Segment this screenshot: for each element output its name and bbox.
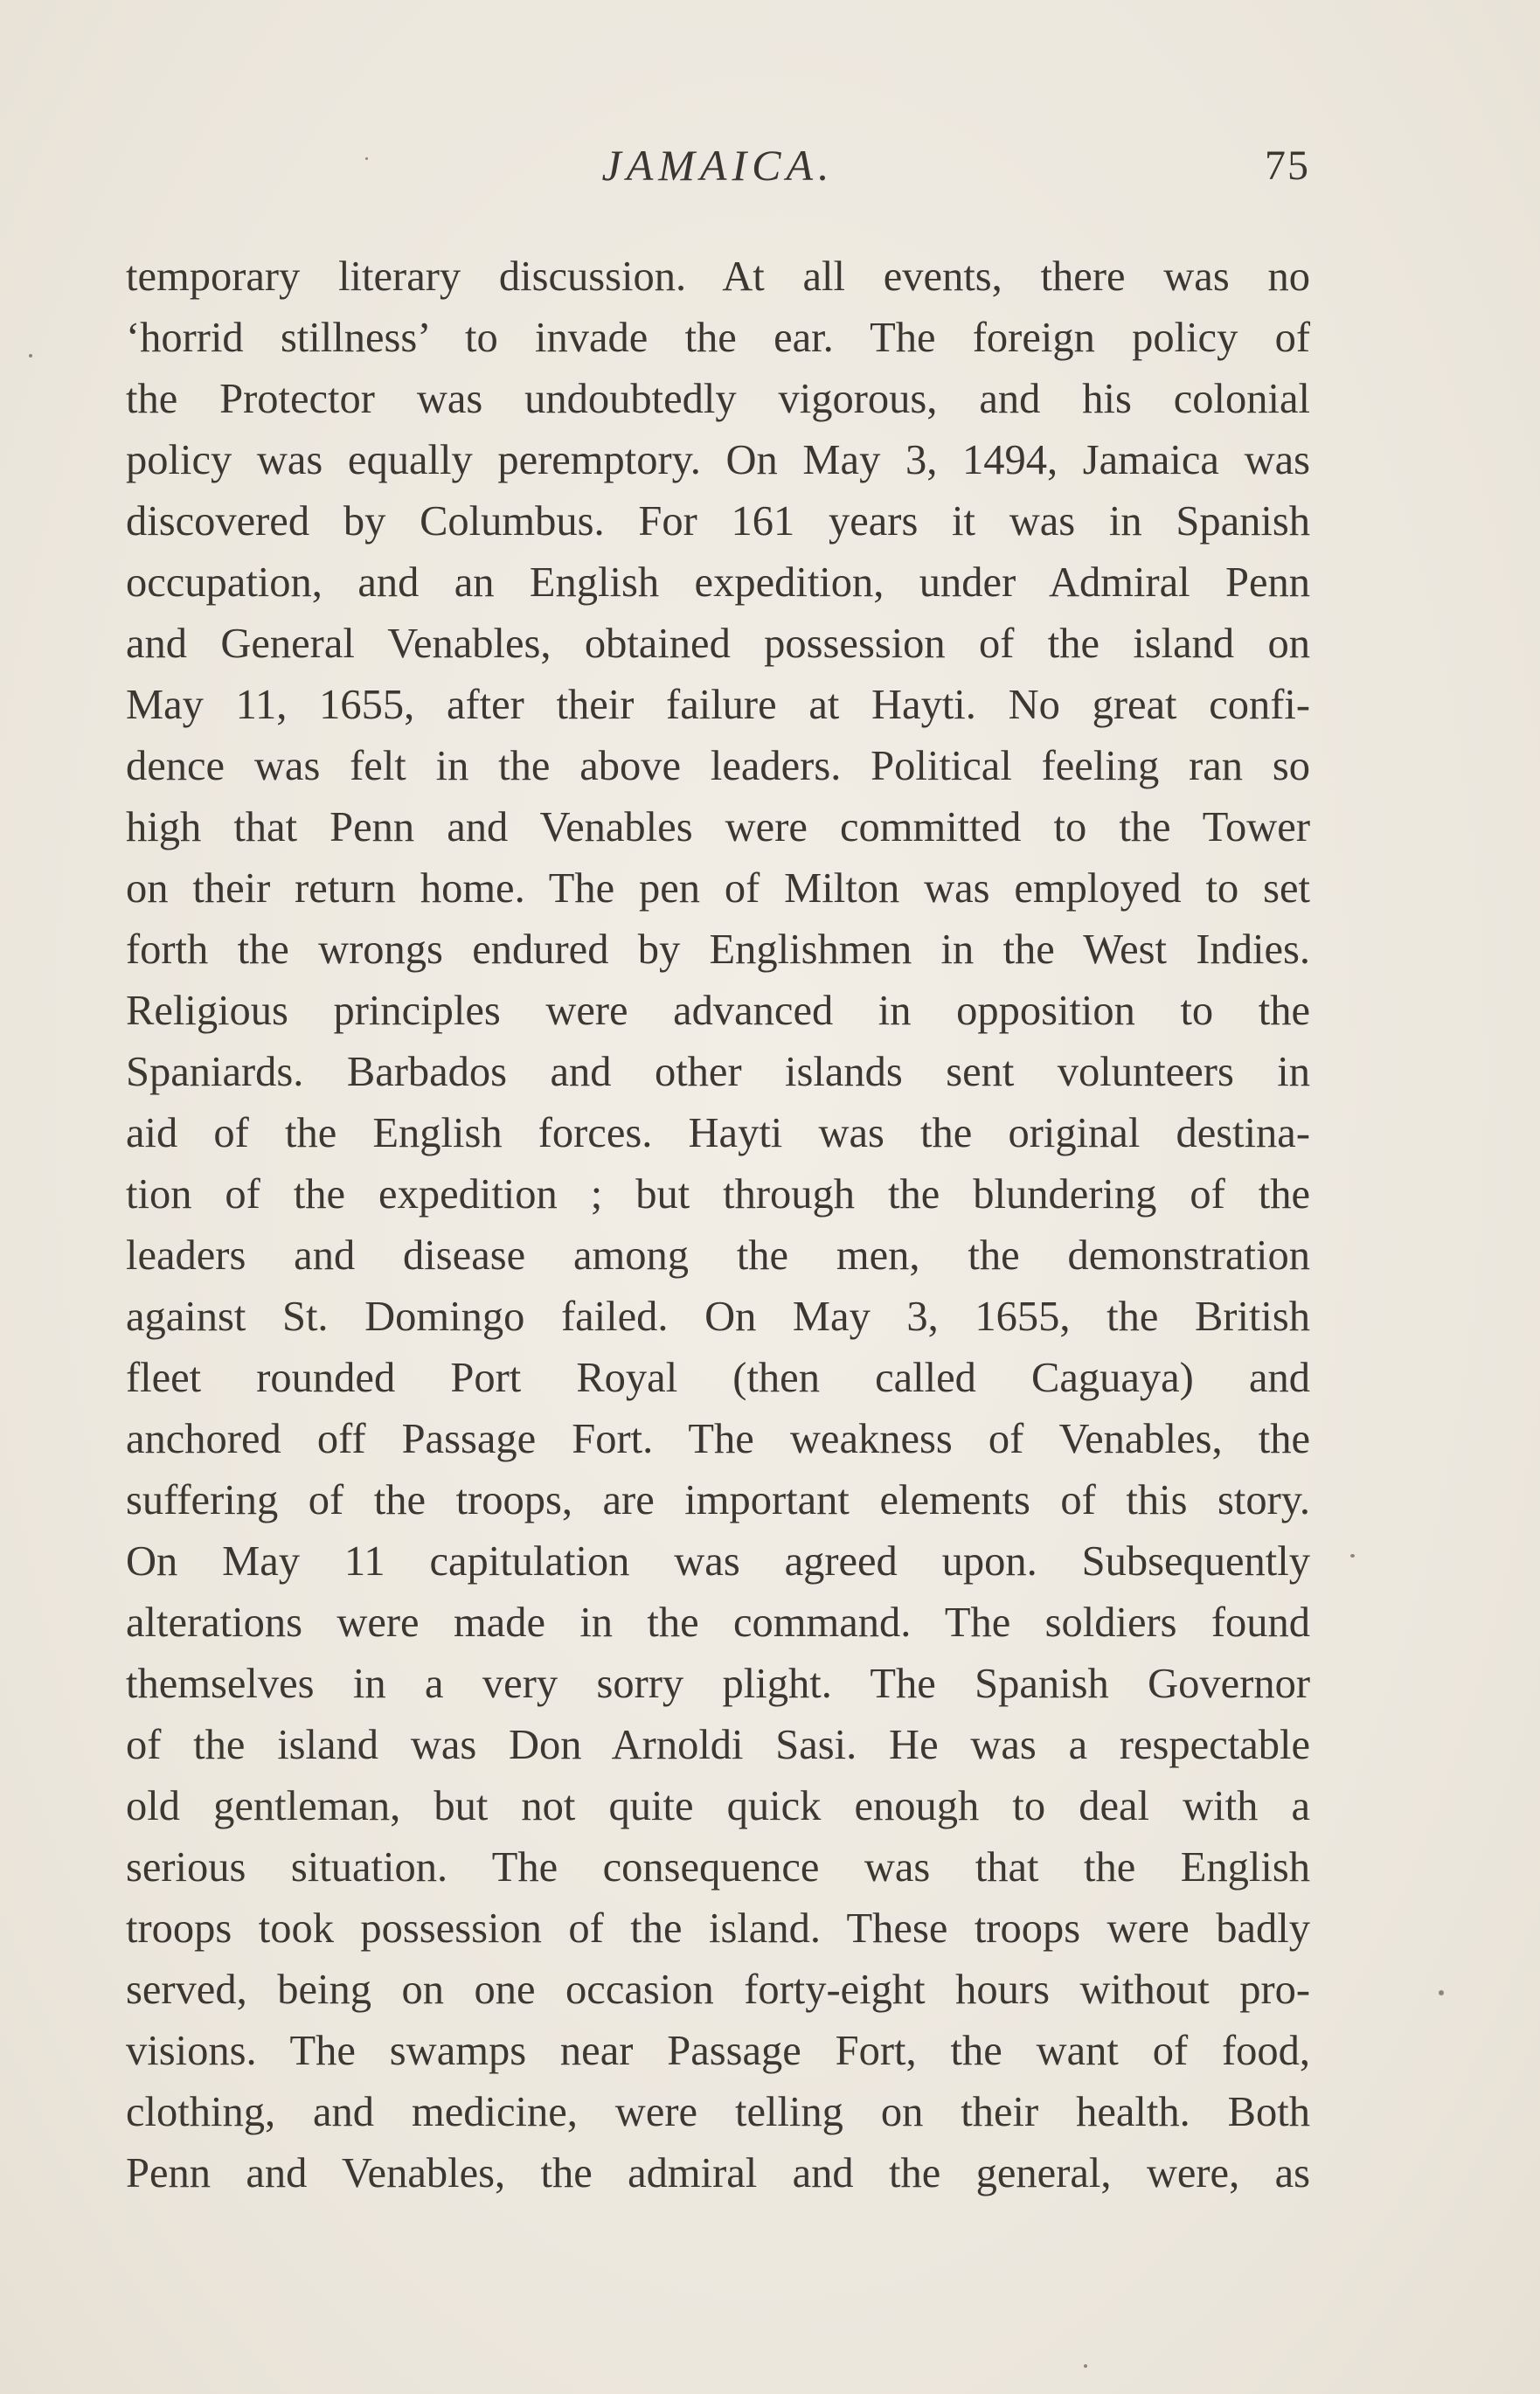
text-line: Penn and Venables, the admiral and the general, were, as [126, 2150, 1310, 2196]
text-line: May 11, 1655, after their failure at Hayti. No great confi- [126, 682, 1310, 728]
running-head [126, 140, 1310, 201]
text-line: On May 11 capitulation was agreed upon. Subsequently [126, 1538, 1310, 1585]
text-line: against St. Domingo failed. On May 3, 1655, the British [126, 1294, 1310, 1340]
text-line: dence was felt in the above leaders. Political feeling ran so [126, 743, 1310, 789]
text-line: temporary literary discussion. At all events, there was no [126, 253, 1310, 300]
text-line: aid of the English forces. Hayti was the original destina- [126, 1110, 1310, 1156]
paper-speck [365, 157, 368, 160]
text-line: served, being on one occasion forty-eight hours without pro- [126, 1967, 1310, 2013]
text-line: tion of the expedition ; but through the blundering of the [126, 1171, 1310, 1218]
text-line: on their return home. The pen of Milton was employed to set [126, 865, 1310, 912]
paper-speck [1350, 1554, 1355, 1558]
text-line: alterations were made in the command. The soldiers found [126, 1599, 1310, 1646]
text-line: forth the wrongs endured by Englishmen in the West Indies. [126, 926, 1310, 973]
text-line: troops took possession of the island. These troops were badly [126, 1905, 1310, 1952]
text-line: the Protector was undoubtedly vigorous, and his colonial [126, 376, 1310, 422]
paper-speck [1439, 1990, 1444, 1995]
text-line: Spaniards. Barbados and other islands sent volunteers in [126, 1049, 1310, 1095]
text-line: themselves in a very sorry plight. The Spanish Governor [126, 1661, 1310, 1707]
running-title: JAMAICA. [601, 141, 835, 190]
text-line: fleet rounded Port Royal (then called Caguaya) and [126, 1355, 1310, 1401]
text-line: serious situation. The consequence was that the English [126, 1844, 1310, 1891]
text-line: discovered by Columbus. For 161 years it was in Spanish [126, 498, 1310, 545]
text-line: anchored off Passage Fort. The weakness of Venables, the [126, 1416, 1310, 1462]
text-line: occupation, and an English expedition, under Admiral Penn [126, 559, 1310, 606]
text-line: policy was equally peremptory. On May 3, 1494, Jamaica was [126, 437, 1310, 483]
text-line: visions. The swamps near Passage Fort, the want of food, [126, 2028, 1310, 2074]
text-line: of the island was Don Arnoldi Sasi. He was a respectable [126, 1722, 1310, 1768]
body-text [126, 246, 1310, 2204]
text-line: Religious principles were advanced in opposition to the [126, 988, 1310, 1034]
text-line: suffering of the troops, are important elements of this story. [126, 1477, 1310, 1523]
text-line: high that Penn and Venables were committed to the Tower [126, 804, 1310, 850]
paper-speck [29, 354, 32, 357]
text-line: leaders and disease among the men, the demonstration [126, 1232, 1310, 1279]
text-line: old gentleman, but not quite quick enough to deal with a [126, 1783, 1310, 1829]
text-line: ‘horrid stillness’ to invade the ear. The foreign policy of [126, 315, 1310, 361]
text-line: and General Venables, obtained possession of the island on [126, 621, 1310, 667]
page-number: 75 [1265, 142, 1310, 189]
text-line: clothing, and medicine, were telling on their health. Both [126, 2089, 1310, 2135]
paper-speck [1084, 2364, 1087, 2368]
